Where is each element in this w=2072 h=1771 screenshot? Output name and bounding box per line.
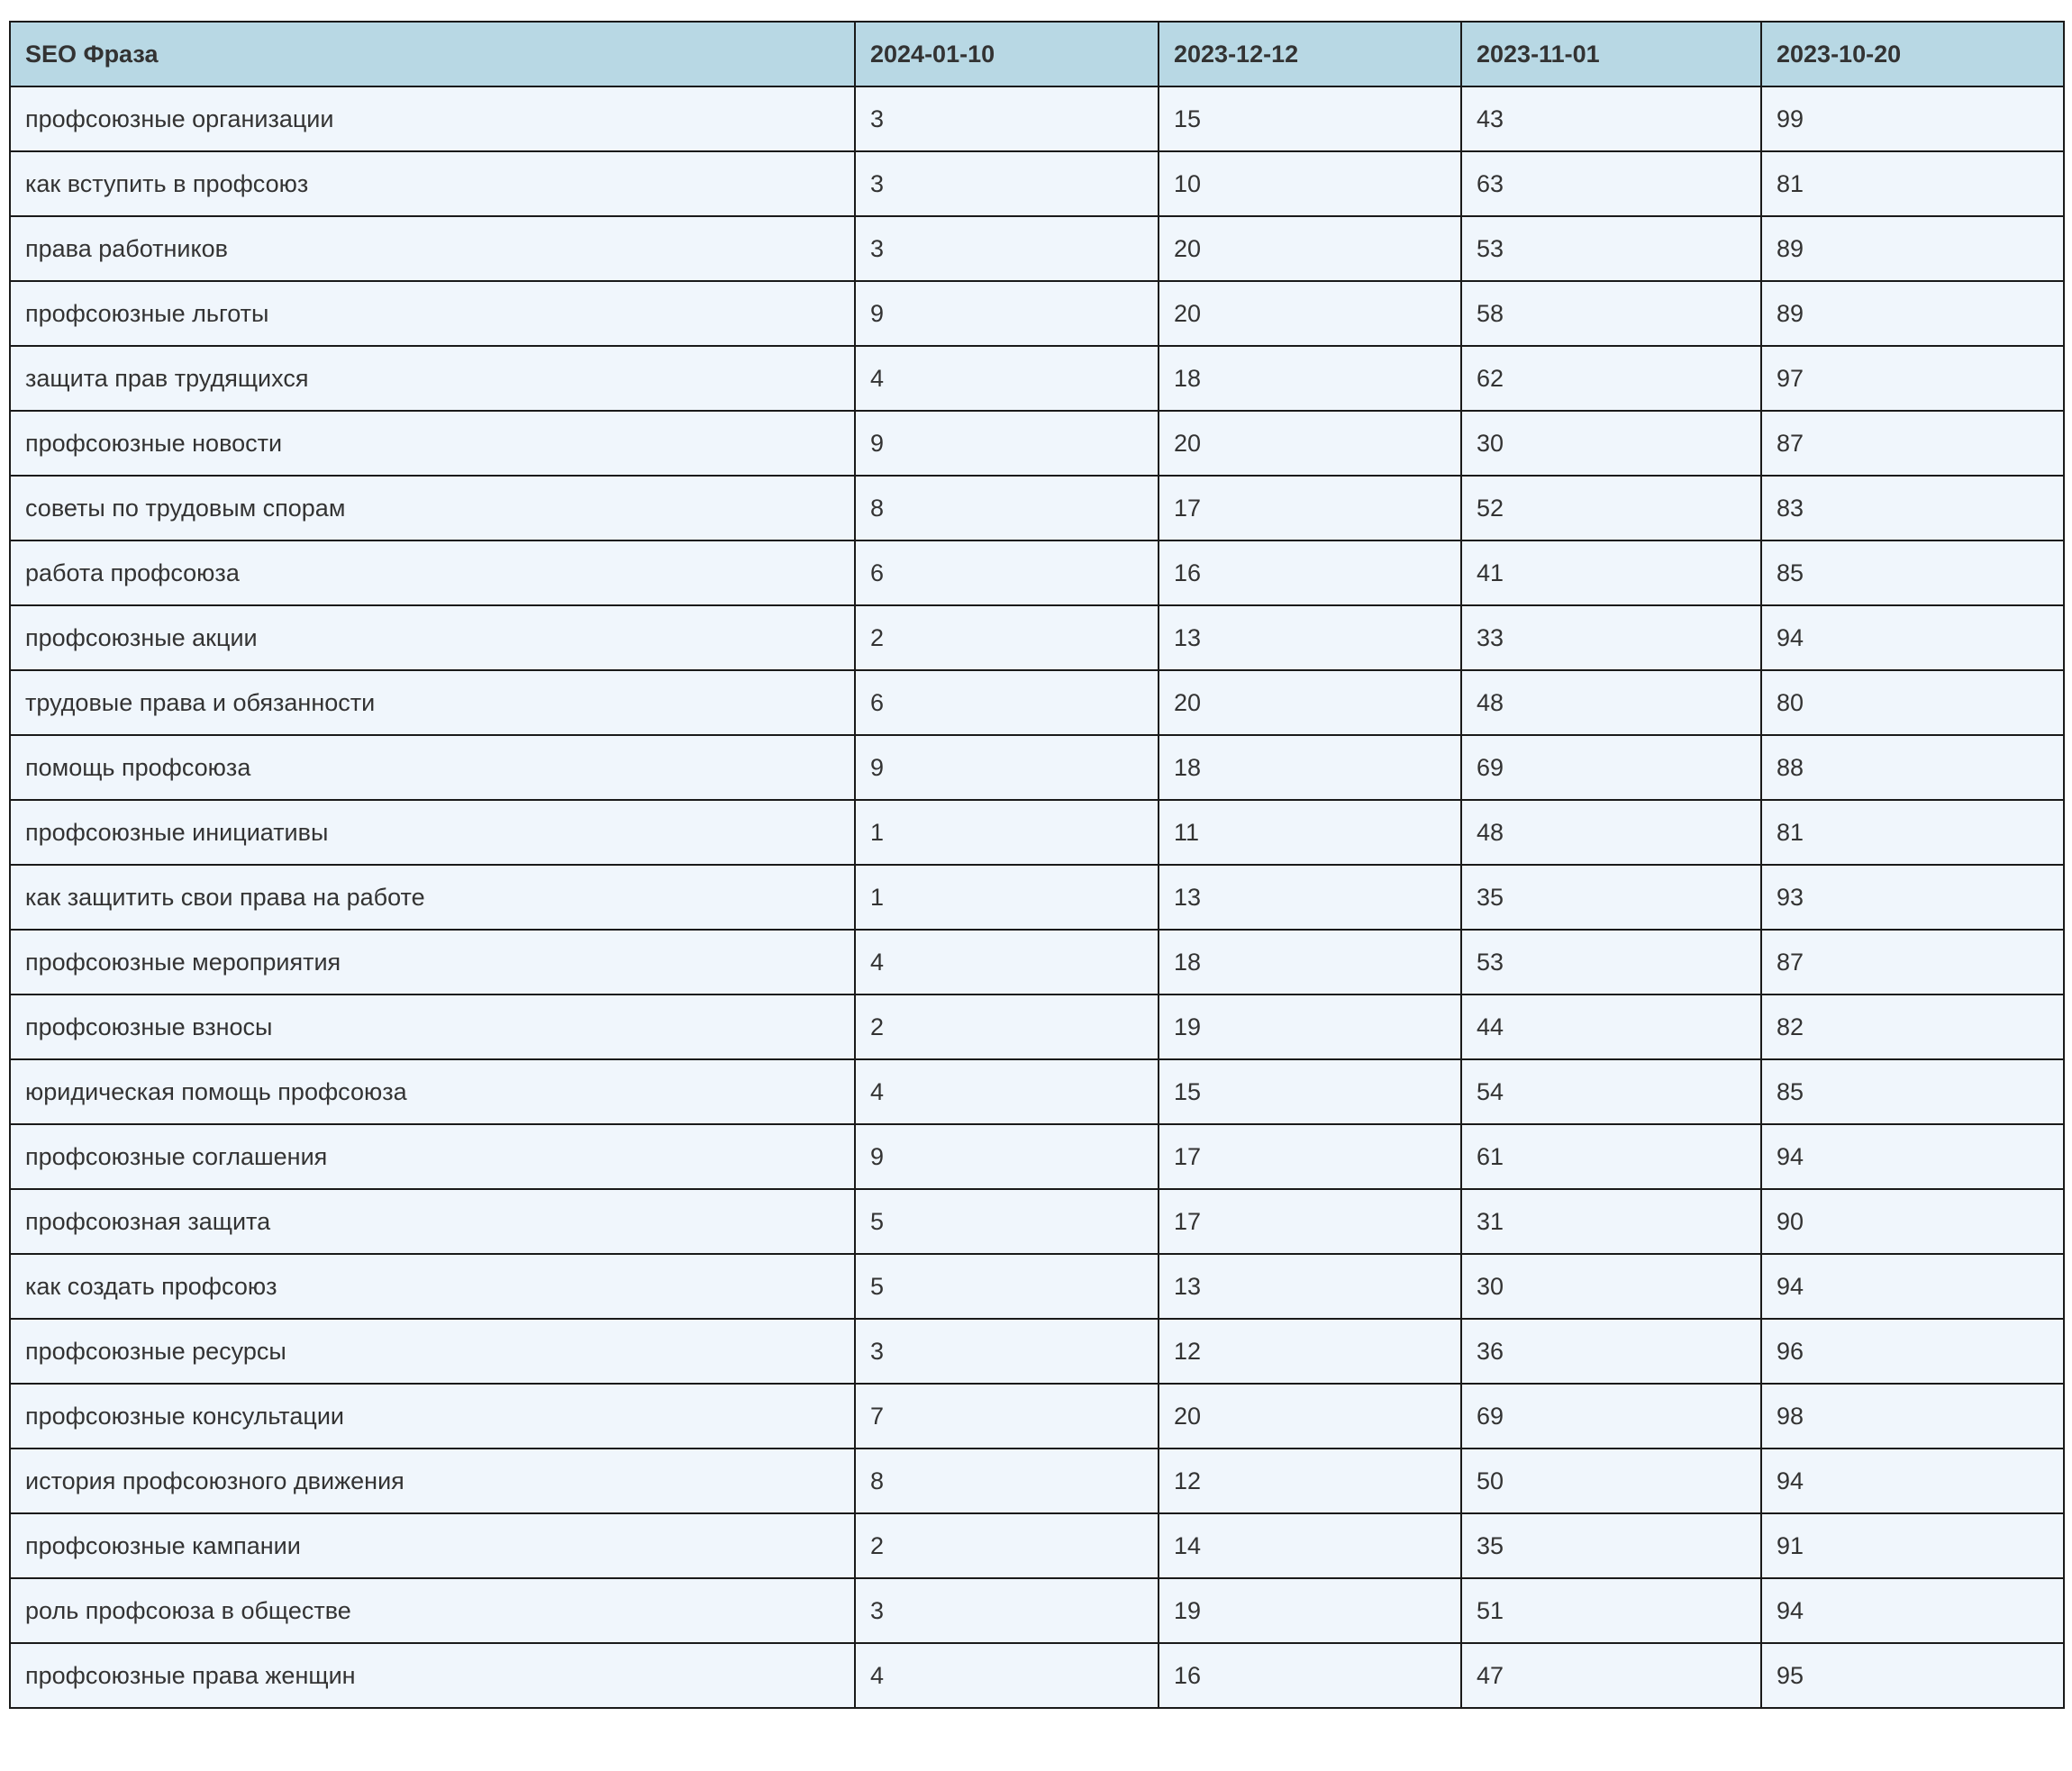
cell-date-3: 58 (1461, 281, 1761, 346)
cell-seo-phrase: история профсоюзного движения (10, 1449, 855, 1513)
cell-seo-phrase: как создать профсоюз (10, 1254, 855, 1319)
cell-date-4: 94 (1761, 605, 2064, 670)
table-row (10, 1254, 2064, 1319)
cell-date-3: 31 (1461, 1189, 1761, 1254)
header-date-2: 2023-12-12 (1159, 22, 1461, 86)
cell-date-3: 51 (1461, 1578, 1761, 1643)
cell-date-4: 99 (1761, 86, 2064, 151)
cell-date-1: 3 (855, 151, 1159, 216)
cell-date-2: 13 (1159, 865, 1461, 930)
cell-date-4: 95 (1761, 1643, 2064, 1708)
table-body (10, 86, 2064, 1708)
cell-date-2: 20 (1159, 411, 1461, 476)
cell-date-4: 88 (1761, 735, 2064, 800)
cell-date-1: 3 (855, 86, 1159, 151)
cell-seo-phrase: профсоюзные новости (10, 411, 855, 476)
cell-date-1: 8 (855, 476, 1159, 540)
cell-date-1: 3 (855, 1319, 1159, 1384)
cell-date-2: 13 (1159, 605, 1461, 670)
cell-date-2: 12 (1159, 1319, 1461, 1384)
cell-date-4: 85 (1761, 1059, 2064, 1124)
cell-date-3: 35 (1461, 1513, 1761, 1578)
cell-date-3: 30 (1461, 411, 1761, 476)
cell-date-2: 17 (1159, 1124, 1461, 1189)
cell-date-1: 4 (855, 1643, 1159, 1708)
cell-seo-phrase: профсоюзная защита (10, 1189, 855, 1254)
cell-date-3: 53 (1461, 216, 1761, 281)
cell-date-2: 12 (1159, 1449, 1461, 1513)
table-row (10, 476, 2064, 540)
cell-seo-phrase: работа профсоюза (10, 540, 855, 605)
cell-date-1: 6 (855, 540, 1159, 605)
cell-date-1: 9 (855, 1124, 1159, 1189)
cell-date-2: 14 (1159, 1513, 1461, 1578)
table-row (10, 1384, 2064, 1449)
cell-date-1: 1 (855, 800, 1159, 865)
cell-date-1: 4 (855, 1059, 1159, 1124)
cell-date-3: 61 (1461, 1124, 1761, 1189)
cell-date-4: 93 (1761, 865, 2064, 930)
cell-date-4: 94 (1761, 1124, 2064, 1189)
cell-seo-phrase: юридическая помощь профсоюза (10, 1059, 855, 1124)
cell-date-4: 94 (1761, 1449, 2064, 1513)
cell-date-1: 4 (855, 930, 1159, 994)
cell-seo-phrase: советы по трудовым спорам (10, 476, 855, 540)
cell-date-4: 83 (1761, 476, 2064, 540)
cell-date-2: 20 (1159, 1384, 1461, 1449)
table-row (10, 1643, 2064, 1708)
cell-date-2: 20 (1159, 216, 1461, 281)
cell-date-2: 17 (1159, 1189, 1461, 1254)
cell-date-1: 1 (855, 865, 1159, 930)
table-row (10, 86, 2064, 151)
table-row (10, 670, 2064, 735)
cell-date-1: 4 (855, 346, 1159, 411)
cell-date-2: 13 (1159, 1254, 1461, 1319)
cell-date-4: 90 (1761, 1189, 2064, 1254)
table-row (10, 1189, 2064, 1254)
cell-date-3: 48 (1461, 670, 1761, 735)
cell-date-2: 19 (1159, 994, 1461, 1059)
table-row (10, 1059, 2064, 1124)
table-header-row (10, 22, 2064, 86)
cell-date-3: 33 (1461, 605, 1761, 670)
cell-date-1: 3 (855, 1578, 1159, 1643)
cell-seo-phrase: профсоюзные ресурсы (10, 1319, 855, 1384)
seo-table-container (9, 21, 2063, 1709)
table-row (10, 281, 2064, 346)
cell-seo-phrase: профсоюзные мероприятия (10, 930, 855, 994)
cell-date-1: 2 (855, 994, 1159, 1059)
cell-date-2: 18 (1159, 930, 1461, 994)
cell-seo-phrase: как защитить свои права на работе (10, 865, 855, 930)
cell-date-1: 8 (855, 1449, 1159, 1513)
table-row (10, 994, 2064, 1059)
cell-date-4: 80 (1761, 670, 2064, 735)
cell-date-2: 18 (1159, 735, 1461, 800)
cell-date-3: 48 (1461, 800, 1761, 865)
cell-seo-phrase: профсоюзные инициативы (10, 800, 855, 865)
cell-seo-phrase: профсоюзные организации (10, 86, 855, 151)
cell-date-4: 98 (1761, 1384, 2064, 1449)
cell-date-2: 11 (1159, 800, 1461, 865)
cell-date-4: 91 (1761, 1513, 2064, 1578)
cell-seo-phrase: профсоюзные права женщин (10, 1643, 855, 1708)
seo-rankings-table (9, 21, 2065, 1709)
cell-date-3: 52 (1461, 476, 1761, 540)
cell-seo-phrase: права работников (10, 216, 855, 281)
cell-date-4: 94 (1761, 1578, 2064, 1643)
cell-date-2: 20 (1159, 281, 1461, 346)
table-row (10, 1513, 2064, 1578)
cell-date-1: 9 (855, 411, 1159, 476)
cell-date-2: 18 (1159, 346, 1461, 411)
table-row (10, 800, 2064, 865)
cell-date-3: 41 (1461, 540, 1761, 605)
cell-date-2: 20 (1159, 670, 1461, 735)
cell-date-3: 47 (1461, 1643, 1761, 1708)
cell-date-4: 87 (1761, 930, 2064, 994)
table-row (10, 930, 2064, 994)
cell-date-3: 35 (1461, 865, 1761, 930)
table-row (10, 1449, 2064, 1513)
cell-date-1: 3 (855, 216, 1159, 281)
table-row (10, 346, 2064, 411)
table-row (10, 1124, 2064, 1189)
cell-seo-phrase: трудовые права и обязанности (10, 670, 855, 735)
cell-date-2: 10 (1159, 151, 1461, 216)
table-row (10, 411, 2064, 476)
cell-date-4: 81 (1761, 151, 2064, 216)
cell-date-4: 85 (1761, 540, 2064, 605)
cell-date-2: 15 (1159, 86, 1461, 151)
cell-date-3: 63 (1461, 151, 1761, 216)
cell-date-2: 16 (1159, 540, 1461, 605)
cell-date-3: 50 (1461, 1449, 1761, 1513)
cell-date-1: 5 (855, 1189, 1159, 1254)
cell-date-1: 5 (855, 1254, 1159, 1319)
cell-seo-phrase: профсоюзные консультации (10, 1384, 855, 1449)
cell-date-4: 81 (1761, 800, 2064, 865)
cell-seo-phrase: профсоюзные соглашения (10, 1124, 855, 1189)
header-date-4: 2023-10-20 (1761, 22, 2064, 86)
cell-date-1: 2 (855, 605, 1159, 670)
cell-date-1: 6 (855, 670, 1159, 735)
cell-seo-phrase: профсоюзные кампании (10, 1513, 855, 1578)
cell-date-4: 82 (1761, 994, 2064, 1059)
cell-date-3: 54 (1461, 1059, 1761, 1124)
cell-date-4: 96 (1761, 1319, 2064, 1384)
cell-date-2: 16 (1159, 1643, 1461, 1708)
cell-date-4: 87 (1761, 411, 2064, 476)
cell-date-1: 9 (855, 735, 1159, 800)
table-row (10, 151, 2064, 216)
cell-date-2: 17 (1159, 476, 1461, 540)
cell-date-2: 15 (1159, 1059, 1461, 1124)
cell-seo-phrase: как вступить в профсоюз (10, 151, 855, 216)
cell-seo-phrase: профсоюзные взносы (10, 994, 855, 1059)
cell-seo-phrase: помощь профсоюза (10, 735, 855, 800)
cell-date-4: 89 (1761, 281, 2064, 346)
header-date-3: 2023-11-01 (1461, 22, 1761, 86)
cell-seo-phrase: защита прав трудящихся (10, 346, 855, 411)
cell-seo-phrase: роль профсоюза в обществе (10, 1578, 855, 1643)
header-date-1: 2024-01-10 (855, 22, 1159, 86)
cell-date-3: 62 (1461, 346, 1761, 411)
cell-date-3: 30 (1461, 1254, 1761, 1319)
cell-date-3: 69 (1461, 1384, 1761, 1449)
table-row (10, 216, 2064, 281)
cell-date-3: 44 (1461, 994, 1761, 1059)
table-row (10, 865, 2064, 930)
cell-date-3: 36 (1461, 1319, 1761, 1384)
header-seo-phrase: SEO Фраза (10, 22, 855, 86)
cell-date-1: 9 (855, 281, 1159, 346)
cell-date-1: 7 (855, 1384, 1159, 1449)
cell-seo-phrase: профсоюзные акции (10, 605, 855, 670)
cell-date-3: 43 (1461, 86, 1761, 151)
cell-seo-phrase: профсоюзные льготы (10, 281, 855, 346)
cell-date-4: 89 (1761, 216, 2064, 281)
cell-date-3: 53 (1461, 930, 1761, 994)
table-row (10, 1319, 2064, 1384)
table-row (10, 1578, 2064, 1643)
cell-date-3: 69 (1461, 735, 1761, 800)
table-row (10, 605, 2064, 670)
table-row (10, 735, 2064, 800)
cell-date-2: 19 (1159, 1578, 1461, 1643)
cell-date-1: 2 (855, 1513, 1159, 1578)
cell-date-4: 97 (1761, 346, 2064, 411)
cell-date-4: 94 (1761, 1254, 2064, 1319)
table-row (10, 540, 2064, 605)
